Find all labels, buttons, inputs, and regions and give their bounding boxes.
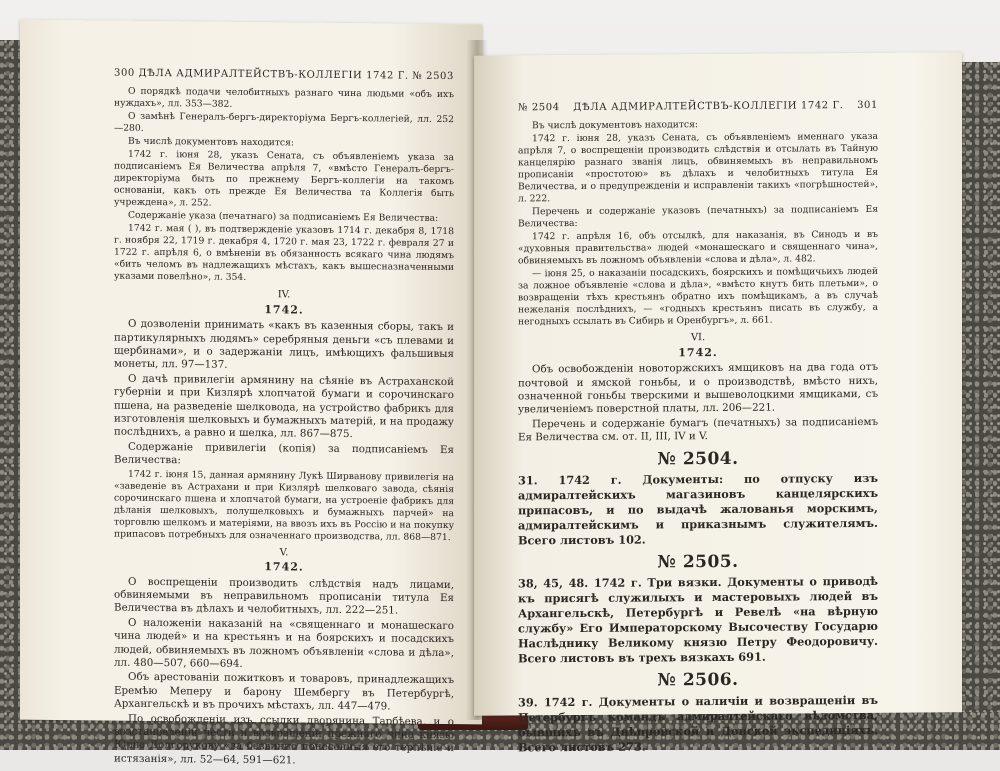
left-running-title: ДѢЛА АДМИРАЛТЕЙСТВЪ-КОЛЛЕГІИ 1742 Г. bbox=[138, 67, 409, 82]
paragraph: Въ числѣ документовъ находится: bbox=[128, 136, 294, 149]
paragraph: Содержаніе привилегіи (копія) за подписаніемъ Ея Величества: bbox=[114, 440, 454, 467]
paragraph: Перечень и содержаніе бумагъ (печатныхъ) за подписаніемъ Ея Величества см. от. II, III, IV и V. bbox=[518, 415, 878, 444]
entry-text: 39. 1742 г. Документы о наличіи и возвращеніи въ Петербургъ командъ адмиралтейскаго вѣдомства, бывшихъ въ Днѣпровской и Донской экспедиціяхъ. Всего листовъ 273. bbox=[518, 692, 878, 755]
section-numeral: V. bbox=[279, 546, 289, 559]
paragraph: О замѣнѣ Генералъ-бергъ-директоріума Бергъ-коллегіей, лл. 252—280. bbox=[114, 111, 454, 135]
entry-number: № 2504. bbox=[657, 448, 739, 470]
entry-number: № 2506. bbox=[657, 670, 739, 691]
section-year: 1742. bbox=[264, 302, 304, 317]
entry-number: № 2505. bbox=[657, 551, 739, 573]
paragraph: О дачѣ привилегіи армянину на сѣяніе въ Астраханской губерніи и при Кизлярѣ хлопчатой бумаги и сорочинскаго пшена, на разведеніе шелковода, на устройство фабрикъ для изготовленія шелковыхъ и бумажныхъ матерій, и на продажу послѣднихъ, а равно и шелка, лл. 867—875. bbox=[114, 372, 454, 441]
left-page-number: 300 bbox=[114, 67, 135, 79]
section-year: 1742. bbox=[678, 345, 718, 360]
paragraph: О дозволеніи принимать «какъ въ казенныя сборы, такъ и партикулярныхъ людямъ» серебряныя деньги «съ плевами и щербинами», и о задержаніи лицъ, имѣющихъ фальшивыя монеты, лл. 97—137. bbox=[114, 317, 454, 372]
paragraph: 1742 г. іюня 28, указъ Сената, съ объявленіемъ именнаго указа апрѣля 7, о воспрещеніи производить слѣдствія и отсылать въ Тайную канцелярію разнаго званія лицъ, обвиняемыхъ въ неправильномъ прописаніи «простотою» въ дѣлахъ и челобитныхъ титула Ея Величества, и о предупрежденіи и исправленіи такихъ «погрѣшностей», л. 222. bbox=[518, 131, 878, 205]
paragraph: 1742 г. іюня 15, данная армянину Лукѣ Ширванову привилегія на «заведеніе въ Астрахани и при Кизлярѣ шелковаго завода, сѣянія сорочинскаго пшена и хлопчатой бумаги, на устроеніе фабрикъ для дѣланія шелковыхъ, полушелковыхъ и бумажныхъ парчей» на торговлю шелкомъ и матеріями, на ввозъ ихъ въ Россію и на покупку припасовъ потребныхъ для означеннаго производства, лл. 868—871. bbox=[114, 468, 454, 543]
section-numeral: IV. bbox=[277, 289, 291, 301]
paragraph: Объ освобожденіи новоторжскихъ ямщиковъ на два года отъ почтовой и ямской гоньбы, и о производствѣ, вмѣсто нихъ, означенной гоньбы тверскими и вышеволоцкими ямщиками, съ увеличеніемъ поверстной платы, лл. 206—221. bbox=[518, 361, 878, 416]
paragraph: По освобожденіи изъ ссылки дворянина Тарбѣева, и о возстановленіи чести и возвращеніи прежняго чина князю Юрію Долгорукову «за безвинно понесенныя его терпѣніе и истязанія», лл. 52—64, 591—621. bbox=[114, 712, 454, 767]
paragraph: Въ числѣ документовъ находится: bbox=[532, 119, 698, 132]
right-running-title: ДѢЛА АДМИРАЛТЕЙСТВЪ-КОЛЛЕГІИ 1742 Г. bbox=[573, 100, 844, 114]
paragraph: Объ арестованіи пожитковъ и товаровъ, принадлежащихъ Еремѣю Меперу и барону Шембергу въ Петербургѣ, Архангельскѣ и въ прочихъ мѣстахъ, лл. 447—479. bbox=[114, 671, 454, 713]
paragraph: О воспрещеніи производить слѣдствія надъ лицами, обвиняемыми въ неправильномъ прописаніи титула Ея Величества въ дѣлахъ и челобитныхъ, лл. 222—251. bbox=[114, 575, 454, 617]
paragraph: Перечень и содержаніе указовъ (печатныхъ) за подписаніемъ Ея Величества: bbox=[518, 204, 878, 230]
paragraph: 1742 г. мая ( ), въ подтвержденіе указовъ 1714 г. декабря 8, 1718 г. ноября 22, 1719 г. декабря 4, 1720 г. мая 23, 1722 г. февраля 27 и 1722 г. апрѣля 6, о вмѣненіи въ обязанность всякаго чина людямъ «бить челомъ въ надлежащихъ мѣстахъ, какъ вышесназначенными указами повелѣно», л. 354. bbox=[114, 223, 454, 284]
entry-text: 38, 45, 48. 1742 г. Три вязки. Документы о приводѣ къ присягѣ служилыхъ и мастеровыхъ людей въ Архангельскѣ, Петербургѣ и Ревелѣ «на вѣрную службу» Его Императорскому Высочеству Государю Наслѣднику Великому князю Петру Феодоровичу. Всего листовъ въ трехъ вязкахъ 691. bbox=[518, 574, 878, 666]
paragraph: — іюня 25, о наказаніи посадскихъ, боярскихъ и помѣщичьихъ людей за ложное объявленіе «слова и дѣла», «вмѣсто кнутъ бить плетьми», о возвращеніи тѣхъ крестьянъ обратно ихъ помѣщикамъ, а въ случаѣ нежеланія послѣднихъ, — «годныхъ крестьянъ писать въ службу, а негодныхъ ссылать въ Сибирь и Оренбургъ», л. 661. bbox=[518, 266, 878, 328]
right-page-header bbox=[518, 99, 878, 115]
left-page bbox=[20, 20, 482, 767]
left-page-header bbox=[114, 67, 454, 84]
section-year: 1742. bbox=[264, 560, 304, 574]
paragraph: 1742 г. іюня 28, указъ Сената, съ объявленіемъ указа за подписаніемъ Ея Величества апрѣля 7, «вмѣсто Генералъ-бергъ-директоріума быть по прежнему Бергъ-коллегіи на такомъ основаніи, какъ оть прежде Ея Величества та Коллегія быть учреждена», л. 252. bbox=[114, 149, 454, 209]
paragraph: О наложеніи наказаній на «священнаго и монашескаго чина людей» и на крестьянъ и на боярскихъ и посадскихъ людей, обвиняемыхъ въ ложномъ объявленіи «слова и дѣла», лл. 480—507, 660—694. bbox=[114, 616, 454, 670]
paragraph: 1742 г. апрѣля 16, объ отсылкѣ, для наказанія, въ Синодъ и въ «духовныя правительства» людей «монашескаго и священнаго чина», обвиняемыхъ въ ложномъ объявленіи «слова и дѣла», л. 482. bbox=[518, 229, 878, 267]
right-doc-number: № 2504 bbox=[518, 102, 560, 114]
paragraph: О порядкѣ подачи челобитныхъ разнаго чина людьми «объ ихъ нуждахъ», лл. 353—382. bbox=[114, 86, 454, 111]
right-page bbox=[474, 52, 962, 755]
paragraph: Содержаніе указа (печатнаго) за подписаніемъ Ея Величества: bbox=[128, 210, 439, 225]
entry-text: 31. 1742 г. Документы: по отпуску изъ адмиралтейскихъ магазиновъ канцелярскихъ припасовъ, и по выдачѣ жалованья морскимъ, адмиралтейскимъ и приказнымъ служителямъ. Всего листовъ 102. bbox=[518, 470, 878, 548]
right-page-number: 301 bbox=[857, 99, 878, 112]
section-numeral: VI. bbox=[690, 332, 706, 344]
left-doc-number: № 2503 bbox=[412, 70, 454, 83]
